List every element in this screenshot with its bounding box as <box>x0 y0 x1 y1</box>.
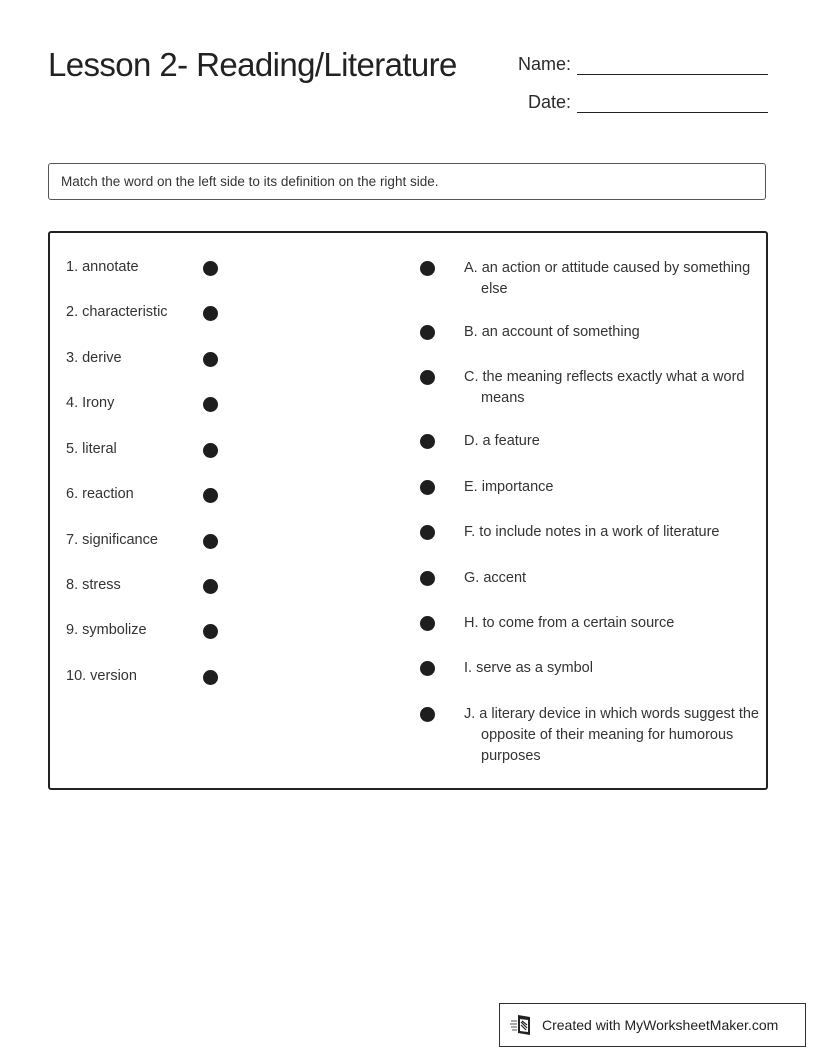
date-blank-line[interactable] <box>577 90 768 113</box>
definition-item: G. accent <box>464 570 527 586</box>
term-connector-dot[interactable] <box>203 443 218 458</box>
definition-item: F. to include notes in a work of literature <box>464 524 720 540</box>
term-connector-dot[interactable] <box>203 397 218 412</box>
definition-item: B. an account of something <box>464 324 640 340</box>
definition-item: A. an action or attitude caused by something else <box>464 260 751 297</box>
term-item: 7. significance <box>66 532 158 548</box>
term-item: 2. characteristic <box>66 304 168 320</box>
definition-connector-dot[interactable] <box>420 434 435 449</box>
definition-item: I. serve as a symbol <box>464 660 593 676</box>
definition-connector-dot[interactable] <box>420 325 435 340</box>
definition-connector-dot[interactable] <box>420 571 435 586</box>
term-item: 9. symbolize <box>66 622 147 638</box>
term-item: 6. reaction <box>66 486 134 502</box>
definition-item: J. a literary device in which words suggest the opposite of their meaning for humorous purposes <box>464 706 759 764</box>
footer-text: Created with MyWorksheetMaker.com <box>542 1017 779 1033</box>
definition-connector-dot[interactable] <box>420 525 435 540</box>
name-label: Name: <box>517 54 571 74</box>
term-connector-dot[interactable] <box>203 488 218 503</box>
definition-connector-dot[interactable] <box>420 370 435 385</box>
definition-connector-dot[interactable] <box>420 616 435 631</box>
definition-connector-dot[interactable] <box>420 661 435 676</box>
term-item: 10. version <box>66 668 137 684</box>
term-connector-dot[interactable] <box>203 624 218 639</box>
definition-item: E. importance <box>464 479 554 495</box>
term-item: 8. stress <box>66 577 121 593</box>
name-blank-line[interactable] <box>577 52 768 75</box>
name-field <box>518 52 768 75</box>
term-connector-dot[interactable] <box>203 306 218 321</box>
instructions-box: Match the word on the left side to its definition on the right side. <box>48 163 766 200</box>
definition-connector-dot[interactable] <box>420 480 435 495</box>
definition-item: D. a feature <box>464 433 540 449</box>
date-field <box>528 90 768 113</box>
footer-badge[interactable] <box>499 1003 806 1047</box>
term-connector-dot[interactable] <box>203 261 218 276</box>
term-item: 1. annotate <box>66 259 139 275</box>
date-label: Date: <box>527 92 571 112</box>
worksheet-logo-icon <box>510 1013 534 1037</box>
term-connector-dot[interactable] <box>203 579 218 594</box>
term-connector-dot[interactable] <box>203 670 218 685</box>
definition-item: H. to come from a certain source <box>464 615 675 631</box>
term-connector-dot[interactable] <box>203 352 218 367</box>
definition-item: C. the meaning reflects exactly what a word means <box>464 369 745 406</box>
page-title: Lesson 2- Reading/Literature <box>48 46 457 83</box>
term-item: 4. Irony <box>66 395 115 411</box>
definition-connector-dot[interactable] <box>420 261 435 276</box>
definition-connector-dot[interactable] <box>420 707 435 722</box>
term-connector-dot[interactable] <box>203 534 218 549</box>
term-item: 5. literal <box>66 441 117 457</box>
term-item: 3. derive <box>66 350 122 366</box>
